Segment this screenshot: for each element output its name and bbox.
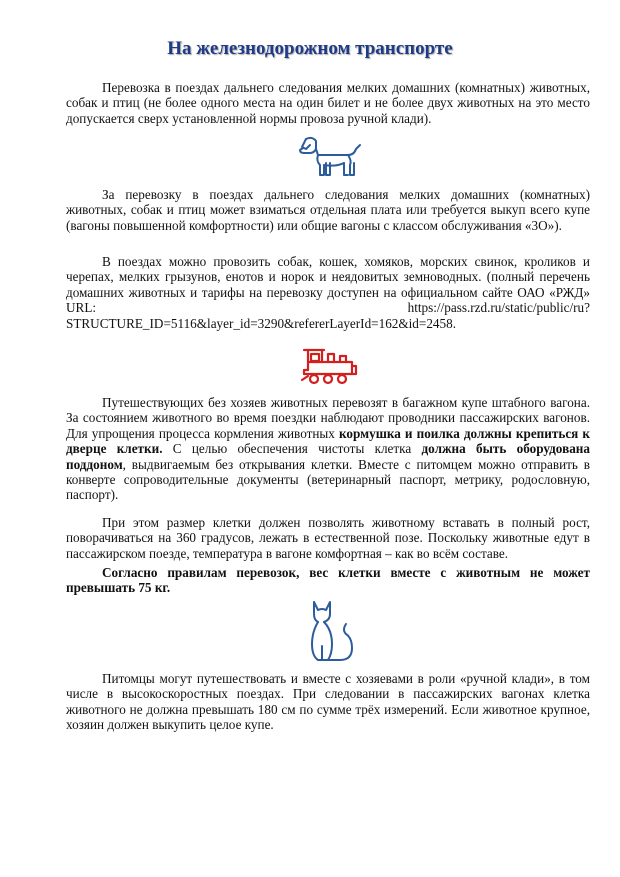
page-title: На железнодорожном транспорте bbox=[167, 38, 453, 59]
paragraph-cage-size: При этом размер клетки должен позволять животному вставать в полный рост, поворачиваться на 360 градусов, лежать в естественной позе. Поскольку животные едут в пассажирском поезде, температура в вагоне комфортная – как во всём составе. bbox=[66, 515, 590, 561]
unaccompanied-text-3: , выдвигаемым без открывания клетки. Вместе с питомцем можно отправить в конверте сопроводительные документы (ветеринарный паспорт, метрику, родословную, паспорт). bbox=[66, 456, 590, 503]
paragraph-hand-luggage: Питомцы могут путешествовать и вместе с хозяевами в роли «ручной клади», в том числе в высокоскоростных поездах. При следовании в пассажирских вагонах клетка животного не должна превышать 180 см по сумме трёх измерений. Если животное крупное, хозяин должен выкупить целое купе. bbox=[66, 671, 590, 733]
paragraph-allowed-animals bbox=[66, 254, 590, 331]
allowed-animals-text: В поездах можно провозить собак, кошек, хомяков, морских свинок, кроликов и черепах, мелких грызунов, енотов и норок и неядовитых земноводных. (полный перечень домашних животных и тарифы на перевозку доступен на официальном сайте ОАО «РЖД» bbox=[66, 254, 590, 300]
paragraph-fees: За перевозку в поездах дальнего следования мелких домашних (комнатных) животных, собак и птиц может взиматься отдельная плата или требуется выкуп всего купе (вагоны повышенной комфортности) или общие вагоны с классом обслуживания «3О»). bbox=[66, 187, 590, 233]
weight-limit-text: Согласно правилам перевозок, вес клетки вместе с животным не может превышать 75 кг. bbox=[66, 565, 590, 596]
rzd-url-link[interactable]: URL: https://pass.rzd.ru/static/public/ru?STRUCTURE_ID=5116&layer_id=3290&refererLayerId=162&id=2458. bbox=[66, 300, 590, 331]
paragraph-transport-rules: Перевозка в поездах дальнего следования мелких домашних (комнатных) животных, собак и птиц (не более одного места на один билет и не более двух животных на это место допускается сверх установленной нормы провоза ручной клади). bbox=[66, 80, 590, 126]
cat-icon bbox=[300, 598, 360, 664]
paragraph-weight-limit bbox=[66, 565, 590, 596]
dog-icon bbox=[298, 133, 364, 179]
unaccompanied-text-2: С целью обеспечения чистоты клетка bbox=[162, 441, 422, 457]
unaccompanied-text-1: Путешествующих без хозяев животных перевозят в багажном купе штабного вагона. За состоянием животного во время поездки наблюдают проводники пассажирских вагонов. Для упрощения процесса кормления животных bbox=[66, 395, 590, 441]
tray-requirement: должна быть оборудована поддоном bbox=[66, 441, 590, 472]
train-icon bbox=[300, 344, 360, 386]
paragraph-unaccompanied-animals bbox=[66, 395, 590, 503]
feeder-requirement: кормушка и поилка должны крепиться к дверце клетки. bbox=[66, 425, 590, 457]
